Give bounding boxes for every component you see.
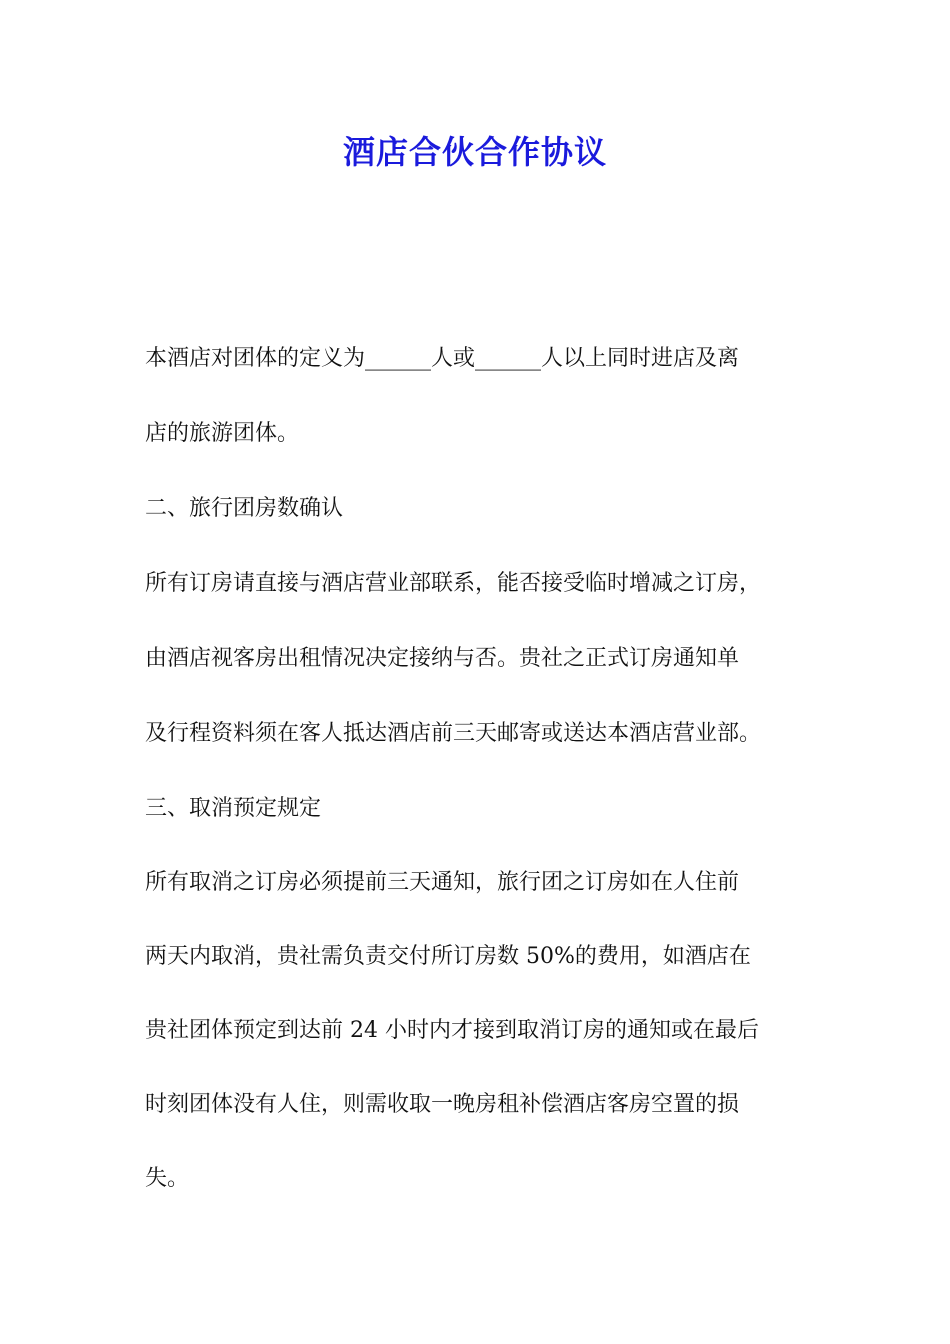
section-heading: 三、取消预定规定 [145, 796, 322, 821]
paragraph-line: 时刻团体没有人住，则需收取一晚房租补偿酒店客房空置的损 [145, 1092, 740, 1117]
paragraph-line: 两天内取消，贵社需负责交付所订房数 50%的费用，如酒店在 [145, 944, 751, 969]
paragraph-line: 本酒店对团体的定义为______人或______人以上同时进店及离 [145, 346, 740, 371]
paragraph-line: 所有订房请直接与酒店营业部联系，能否接受临时增减之订房， [145, 571, 762, 596]
paragraph-line: 所有取消之订房必须提前三天通知，旅行团之订房如在人住前 [145, 870, 740, 895]
paragraph-line: 失。 [145, 1166, 190, 1191]
section-heading: 二、旅行团房数确认 [145, 496, 344, 521]
paragraph-line: 及行程资料须在客人抵达酒店前三天邮寄或送达本酒店营业部。 [145, 721, 762, 746]
document-title: 酒店合伙合作协议 [342, 133, 607, 171]
paragraph-line: 店的旅游团体。 [145, 421, 300, 446]
paragraph-line: 由酒店视客房出租情况决定接纳与否。贵社之正式订房通知单 [145, 646, 740, 671]
paragraph-line: 贵社团体预定到达前 24 小时内才接到取消订房的通知或在最后 [145, 1018, 759, 1043]
